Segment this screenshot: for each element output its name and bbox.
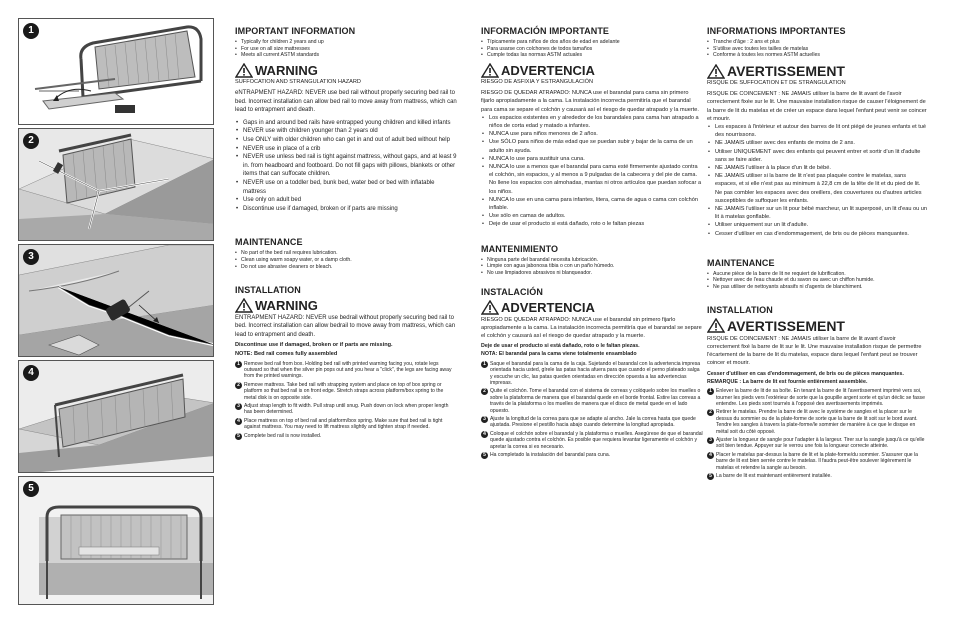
list-item: • NUNCA lo use para sustituir una cuna. (481, 155, 703, 163)
list-item: • NEVER use unless bed rail is tight against mattress, without gaps, and at least 9 in. from headboard and footboard. Do not fill gaps with pillows, blankets or other items that can suffocate children. (235, 153, 457, 179)
mattress-on-bed-rail-illustration (19, 361, 214, 473)
list-item: • NEVER use in place of a crib (235, 145, 457, 154)
step-number-badge: 2 (481, 388, 488, 395)
important-info-heading: INFORMACIÓN IMPORTANTE (481, 26, 610, 36)
warning-list (235, 119, 457, 214)
installation-step: 5 La barre de lit est maintenant entièrement installée. (707, 473, 929, 479)
maintenance-list (481, 257, 703, 277)
maintenance-heading: MANTENIMIENTO (481, 243, 559, 254)
list-item: • Ne pas utiliser de nettoyants abrasifs ni d'agents de blanchiment. (707, 284, 929, 291)
step-number-badge: 5 (481, 452, 488, 459)
installation-step: 1 Remove bed rail from box. Holding bed rail with printed warning facing you, rotate legs outward so that when the silver pin pops out and you hear a "click", the legs are facing away from the printed warnings. (235, 361, 457, 380)
list-item: • Clean using warm soapy water, or a damp cloth. (235, 257, 457, 264)
list-item: • Los espacios existentes en y alrededor de los barandales para cama han atrapado a niños de corta edad y matado a infantes. (481, 114, 703, 130)
maintenance-heading: MAINTENANCE (707, 257, 775, 268)
list-item: • Deje de usar el producto si está dañado, roto o le faltan piezas (481, 220, 703, 228)
warning-label: WARNING (255, 297, 318, 313)
assembly-note: NOTA: El barandal para la cama viene totalmente ensamblado (481, 351, 637, 358)
install-entrapment-paragraph: ENTRAPMENT HAZARD: NEVER use bedrail without properly securing bed rail to bed. Incorrect installation can allow bedrail to move away from mattress, which can lead to entrapment and death. (235, 314, 456, 338)
important-info-heading: INFORMATIONS IMPORTANTES (707, 26, 846, 36)
warning-triangle-icon (235, 298, 253, 313)
warning-triangle-icon (481, 300, 499, 315)
spanish-column (481, 26, 703, 460)
list-item: • NUNCA lo use a menos que el barandal para cama esté firmemente ajustado contra el colchón, sin espacios, y al menos a 9 pulgadas de la cabecera y del pie de cama. No llene los espacios con almohadas, mantas ni otros artículos que puedan sofocar a los niños. (481, 163, 703, 196)
warning-triangle-icon (235, 63, 253, 78)
list-item: • No part of the bed rail requires lubrication. (235, 250, 457, 257)
list-item: • Use ONLY with older children who can get in and out of adult bed without help (235, 136, 457, 145)
list-item: • Cumple todas las normas ASTM actuales (481, 52, 703, 59)
assembly-note: REMARQUE : La barre de lit est fournie entièrement assemblée. (707, 378, 868, 385)
list-item: • Use sólo en camas de adultos. (481, 212, 703, 220)
install-warning-heading (481, 300, 703, 315)
list-item: • No use limpiadores abrasivos ni blanqueador. (481, 270, 703, 277)
list-item: • Do not use abrasive cleaners or bleach. (235, 264, 457, 271)
step-number-badge: 2 (23, 133, 39, 149)
figure-step-5 (18, 476, 214, 605)
installation-step: 3 Ajuster la longueur de sangle pour l'adapter à la largeur. Tirer sur la sangle jusqu'à ce qu'elle soit bien tendue. Appuyer sur le verrou une fois la longueur correcte atteinte. (707, 437, 929, 450)
hazard-caption: SUFFOCATION AND STRANGULATION HAZARD (235, 79, 361, 86)
figure-step-3 (18, 244, 214, 357)
entrapment-paragraph: RIESGO DE QUEDAR ATRAPADO: NUNCA use el barandal para cama sin primero fijarlo apropiadamente a la cama. La instalación incorrecta permitiría que el barandal para cama se separe el colchón y causará así el riesgo de quedar atrapado y la muerte. (481, 90, 699, 113)
installation-heading: INSTALLATION (707, 304, 773, 315)
step-number-badge: 4 (23, 365, 39, 381)
install-entrapment-paragraph: RISQUE DE COINCEMENT : NE JAMAIS utiliser la barre de lit avant d'avoir correctement fixé la barre de lit sur le lit. Une mauvaise installation risque de permettre l'écartement de la barre de lit du matelas, espace dans lequel l'enfant peut se trouver coincer et mourir. (707, 335, 922, 367)
warning-label: ADVERTENCIA (501, 63, 595, 79)
list-item: • Ninguna parte del barandal necesita lubricación. (481, 257, 703, 264)
list-item: • NE JAMAIS utiliser avec des enfants de moins de 2 ans. (707, 139, 929, 147)
step-number-badge: 1 (235, 361, 242, 368)
warning-label: WARNING (255, 63, 318, 79)
list-item: • S'utilise avec toutes les tailles de matelas (707, 46, 929, 53)
installation-step: 4 Placer le matelas par-dessus la barre de lit et la plate-forme/du sommier. S'assurer que la barre de lit est bien serrée contre le matelas. Il faudra peut-être soulever légèrement le matelas et retendre la sangle au besoin. (707, 452, 929, 471)
strap-adjustment-illustration (19, 245, 214, 357)
list-item: • Conforme à toutes les normes ASTM actuelles (707, 52, 929, 59)
list-item: • Gaps in and around bed rails have entrapped young children and killed infants (235, 119, 457, 128)
installation-steps (235, 361, 457, 439)
discontinue-notice: Deje de usar el producto si está dañado, roto o le faltan piezas. (481, 343, 640, 350)
installation-steps (707, 388, 929, 479)
installation-step: 5 Ha completado la instalación del barandal para cuna. (481, 452, 703, 458)
step-number-badge: 3 (481, 416, 488, 423)
install-entrapment-paragraph: RIESGO DE QUEDAR ATRAPADO: NUNCA use el barandal sin primero fijarlo apropiadamente a la cama. La instalación incorrecta permitiría que el barandal se separe el colchón y causará así el riesgo de quedar atrapado y la muerte. (481, 316, 702, 340)
installation-step: 4 Coloque el colchón sobre el barandal y la plataforma o muelles. Asegúrese de que el barandal quede ajustado contra el colchón. Es posible que requiera levantar ligeramente el colchón y apretar la correa si es necesario. (481, 431, 703, 450)
hazard-caption: RIESGO DE ASFIXIA Y ESTRANGULACIÓN (481, 79, 594, 86)
install-warning-heading (235, 298, 457, 313)
list-item: • Utiliser uniquement sur un lit d'adulte. (707, 221, 929, 229)
warning-heading (707, 63, 929, 79)
warning-list (707, 123, 929, 238)
maintenance-list (707, 271, 929, 291)
list-item: • Nettoyer avec de l'eau chaude et du savon ou avec un chiffon humide. (707, 277, 929, 284)
installation-step: 1 Saque el barandal para la cama de la caja. Sujetando el barandal con la advertencia impresa orientada hacia usted, gírele las patas hacia afuera para que cuando el perno plateado salga y escuche un clic, las patas queden orientadas en dirección opuesta a las advertencias impresas. (481, 361, 703, 387)
list-item: • For use on all size mattresses (235, 46, 457, 53)
list-item: • Tranche d'âge : 2 ans et plus (707, 39, 929, 46)
installation-step: 4 Place mattress on top of bed rail and platform/box spring. Make sure that bed rail is tight against mattress. You may need to lift mattress slightly and tighten strap if needed. (235, 418, 457, 431)
important-info-list (235, 39, 457, 59)
list-item: • NE JAMAIS l'utiliser à la place d'un lit de bébé. (707, 164, 929, 172)
list-item: • Meets all current ASTM standards (235, 52, 457, 59)
list-item: • Use SÓLO para niños de más edad que se puedan subir y bajar de la cama de un adulto sin ayuda. (481, 138, 703, 154)
step-number-badge: 5 (23, 481, 39, 497)
assembly-note: NOTE: Bed rail comes fully assembled (235, 350, 338, 357)
installation-step: 3 Ajuste la longitud de la correa para que se adapte al ancho. Jale la correa hasta que quede ajustada. Presione el pestillo hacia abajo cuando determine la longitud apropiada. (481, 416, 703, 429)
step-number-badge: 5 (235, 433, 242, 440)
french-column (707, 26, 929, 481)
step-number-badge: 3 (235, 403, 242, 410)
installation-step: 2 Remove mattress. Take bed rail with strapping system and place on top of box spring or platform so that bed rail is on front edge. Stretch straps across platform/box spring to the metal disk is on opposite side. (235, 382, 457, 401)
list-item: • NE JAMAIS l'utiliser sur un lit pour bébé marcheur, un lit superposé, un lit d'eau ou un lit à matelas gonflable. (707, 205, 929, 221)
installation-step: 2 Quite el colchón. Tome el barandal con el sistema de correas y colóquelo sobre los muelles o sobre la plataforma de manera que el barandal quede en el borde frontal. Estire las correas a través de la plataforma o los muelles de manera que el disco de metal quede en el lado opuesto. (481, 388, 703, 414)
step-number-badge: 2 (707, 409, 714, 416)
figure-step-4 (18, 360, 214, 473)
list-item: • Utiliser UNIQUEMENT avec des enfants qui peuvent entrer et sortir d'un lit d'adulte sans se faire aider. (707, 148, 929, 164)
warning-triangle-icon (707, 64, 725, 79)
maintenance-heading: MAINTENANCE (235, 237, 303, 248)
step-number-badge: 1 (481, 361, 488, 368)
hazard-caption: RISQUE DE SUFFOCATION ET DE STRANGULATION (707, 80, 846, 87)
installation-step: 3 Adjust strap length to fit width. Pull strap until snug. Push down on lock when proper length has been determined. (235, 403, 457, 416)
bed-rail-folded-illustration (19, 19, 214, 125)
list-item: • Limpie con agua jabonosa tibia o con un paño húmedo. (481, 263, 703, 270)
warning-heading (481, 63, 703, 78)
list-item: • Aucune pièce de la barre de lit ne requiert de lubrification. (707, 271, 929, 278)
list-item: • Típicamente para niños de dos años de edad en adelante (481, 39, 703, 46)
figure-step-1 (18, 18, 214, 125)
installation-heading: INSTALACIÓN (481, 286, 543, 297)
english-column (235, 26, 457, 441)
list-item: • Discontinue use if damaged, broken or if parts are missing (235, 205, 457, 214)
list-item: • NEVER use with children younger than 2 years old (235, 127, 457, 136)
list-item: • Typically for children 2 years and up (235, 39, 457, 46)
list-item: • NUNCA lo use en una cama para infantes, litera, cama de agua o cama con colchón inflable. (481, 196, 703, 212)
figure-step-2 (18, 128, 214, 241)
important-info-heading: IMPORTANT INFORMATION (235, 26, 356, 36)
step-number-badge: 4 (235, 418, 242, 425)
important-info-list (481, 39, 703, 59)
list-item: • NE JAMAIS utiliser si la barre de lit n'est pas plaquée contre le matelas, sans espaces, et si elle n'est pas au minimum à 22,8 cm de la tête de lit et du pied de lit. Ne pas combler les espaces avec des oreillers, des couvertures ou d'autres articles susceptibles de suffoquer les enfants. (707, 172, 929, 205)
step-number-badge: 5 (707, 473, 714, 480)
discontinue-notice: Cesser d'utiliser en cas d'endommagement, de bris ou de pièces manquantes. (707, 370, 904, 377)
step-number-badge: 2 (235, 382, 242, 389)
warning-label: AVERTISSEMENT (727, 63, 845, 80)
discontinue-notice: Discontinue use if damaged, broken or if parts are missing. (235, 342, 393, 349)
step-number-badge: 3 (23, 249, 39, 265)
list-item: • Les espaces à l'intérieur et autour des barres de lit ont piégé de jeunes enfants et tué des nourrissons. (707, 123, 929, 139)
warning-triangle-icon (481, 63, 499, 78)
list-item: • Para usarse con colchones de todos tamaños (481, 46, 703, 53)
step-number-badge: 1 (707, 388, 714, 395)
warning-triangle-icon (707, 318, 725, 333)
step-number-badge: 1 (23, 23, 39, 39)
list-item: • Use only on adult bed (235, 196, 457, 205)
step-number-badge: 4 (481, 431, 488, 438)
important-info-list (707, 39, 929, 59)
install-warning-heading (707, 318, 929, 334)
step-number-badge: 3 (707, 437, 714, 444)
installation-steps (481, 361, 703, 459)
installation-step: 5 Complete bed rail is now installed. (235, 433, 457, 439)
bed-rail-on-box-spring-illustration (19, 129, 214, 241)
step-number-badge: 4 (707, 452, 714, 459)
list-item: • Cesser d'utiliser en cas d'endommagement, de bris ou de pièces manquantes. (707, 230, 929, 238)
entrapment-paragraph: RISQUE DE COINCEMENT : NE JAMAIS utiliser la barre de lit avant de l'avoir correctement fixée sur le lit. Une mauvaise installation risque de causer l'éloignement de la barre de lit du matelas et de créer un espace dans lequel l'enfant peut venir se coincer et mourir. (707, 91, 927, 122)
installation-step: 2 Retirer le matelas. Prendre la barre de lit avec le système de sangles et la placer sur le dessus du sommier ou de la plate-forme de sorte que la barre de lit soit sur le bord avant. Tendre les sangles à travers la plate-forme/le sommier de manière à ce que le disque en métal soit du côté opposé. (707, 409, 929, 435)
installation-heading: INSTALLATION (235, 284, 301, 295)
list-item: • NUNCA use para niños menores de 2 años. (481, 130, 703, 138)
installation-step: 1 Enlever la barre de lit de sa boîte. En tenant la barre de lit l'avertissement imprimé vers soi, tourner les pieds vers l'extérieur de sorte que la goupille argent sorte et qu'un déclic se fasse entendre. Les pieds sont tournés à l'opposé des avertissements imprimés. (707, 388, 929, 407)
entrapment-paragraph: eNTRAPMENT HAZARD: NEVER use bed rail without properly securing bed rail to bed. Incorrect installation can allow bed rail to move away from mattress, which can lead to entrapment and death. (235, 90, 457, 114)
warning-heading (235, 63, 457, 78)
completed-installation-illustration (19, 477, 214, 605)
list-item: • NEVER use on a toddler bed, bunk bed, water bed or bed with inflatable mattress (235, 179, 457, 196)
warning-label: AVERTISSEMENT (727, 317, 845, 334)
warning-list (481, 114, 703, 229)
maintenance-list (235, 250, 457, 270)
warning-label: ADVERTENCIA (501, 299, 595, 315)
illustration-column (18, 18, 214, 605)
